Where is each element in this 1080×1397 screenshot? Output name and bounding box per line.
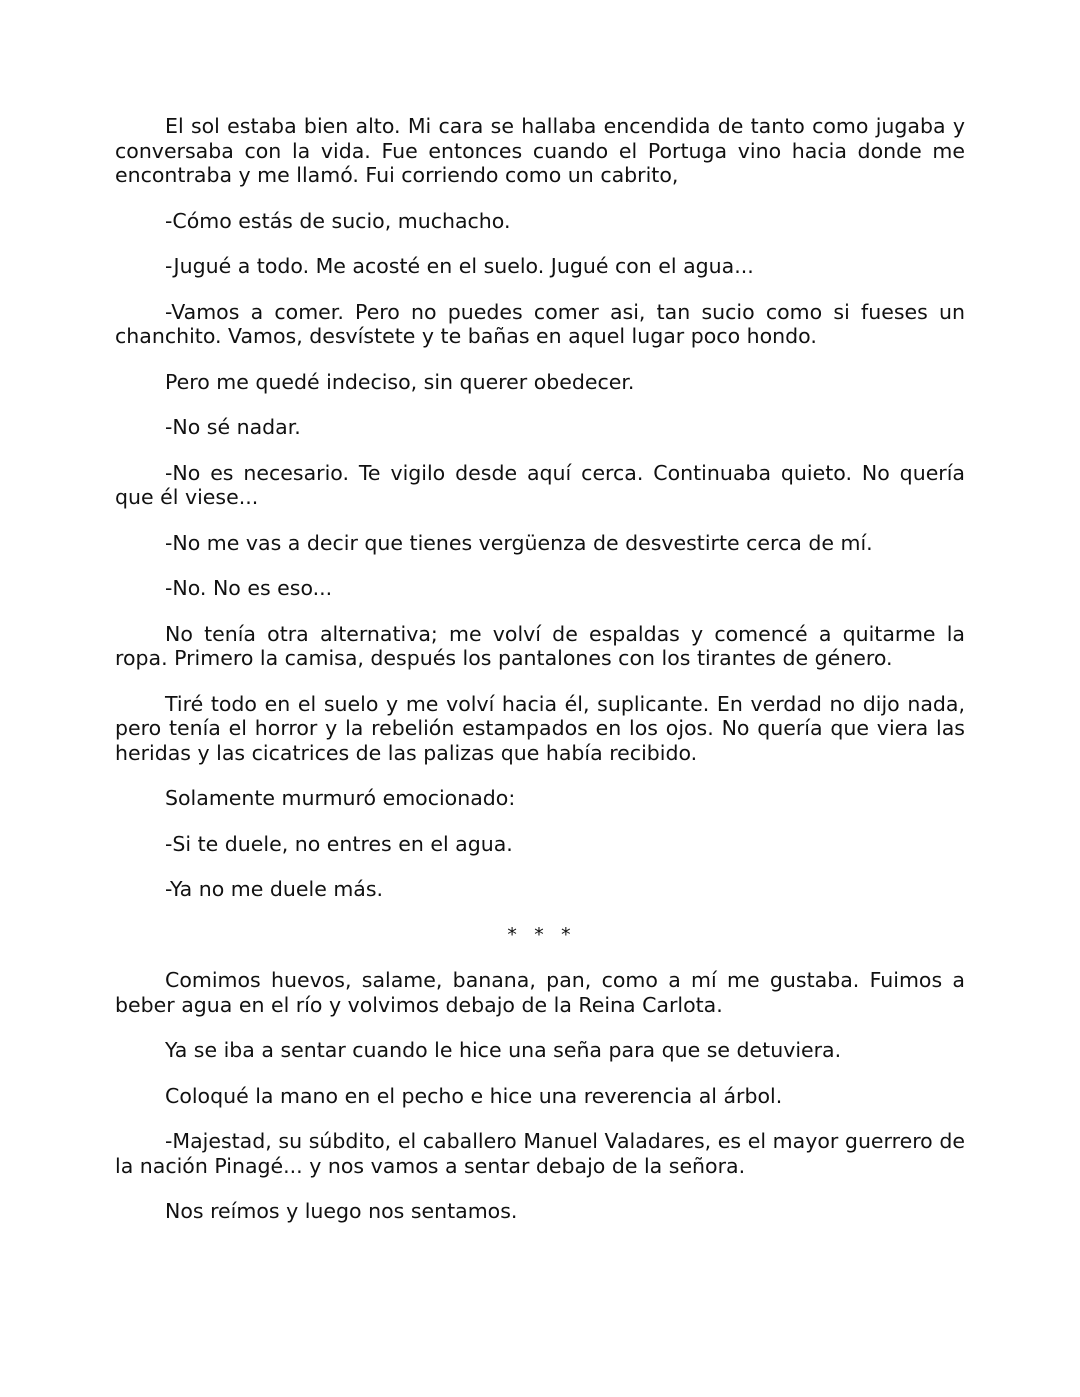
- paragraph: Pero me quedé indeciso, sin querer obedecer.: [165, 369, 635, 394]
- paragraph: -No. No es eso...: [165, 576, 333, 600]
- paragraph: Solamente murmuró emocionado:: [165, 786, 516, 810]
- paragraph: -Si te duele, no entres en el agua.: [165, 831, 513, 856]
- paragraph: -No es necesario. Te vigilo desde aquí cerca. Continuaba quieto. No quería que él viese...: [115, 460, 965, 509]
- paragraph: -Ya no me duele más.: [165, 877, 384, 901]
- paragraph: -No sé nadar.: [165, 415, 301, 439]
- paragraph: Tiré todo en el suelo y me volví hacia él, suplicante. En verdad no dijo nada, pero tenía el horror y la rebelión estampados en los ojos. No quería que viera las heridas y las cicatrices de las palizas que había recibido.: [115, 691, 965, 765]
- paragraph: El sol estaba bien alto. Mi cara se hallaba encendida de tanto como jugaba y conversaba con la vida. Fue entonces cuando el Portuga vino hacia donde me encontraba y me llamó. Fui corriendo como un cabrito,: [115, 114, 965, 187]
- paragraph: No tenía otra alternativa; me volví de espaldas y comencé a quitarme la ropa. Primero la camisa, después los pantalones con los tirantes de género.: [115, 621, 965, 670]
- paragraph: -Vamos a comer. Pero no puedes comer asi, tan sucio como si fueses un chanchito. Vamos, desvístete y te bañas en aquel lugar poco hondo.: [115, 299, 965, 348]
- paragraph: -Cómo estás de sucio, muchacho.: [165, 208, 511, 233]
- paragraph: -Majestad, su súbdito, el caballero Manuel Valadares, es el mayor guerrero de la nación Pinagé... y nos vamos a sentar debajo de la señora.: [115, 1129, 965, 1178]
- paragraph: Comimos huevos, salame, banana, pan, como a mí me gustaba. Fuimos a beber agua en el río y volvimos debajo de la Reina Carlota.: [115, 968, 965, 1017]
- document-page: [115, 114, 965, 1245]
- paragraph: Coloqué la mano en el pecho e hice una reverencia al árbol.: [165, 1083, 783, 1108]
- paragraph: Ya se iba a sentar cuando le hice una seña para que se detuviera.: [165, 1038, 842, 1062]
- section-separator: * * *: [506, 923, 574, 946]
- paragraph: -Jugué a todo. Me acosté en el suelo. Jugué con el agua...: [165, 254, 754, 278]
- paragraph: Nos reímos y luego nos sentamos.: [165, 1199, 518, 1223]
- paragraph: -No me vas a decir que tienes vergüenza de desvestirte cerca de mí.: [165, 530, 873, 555]
